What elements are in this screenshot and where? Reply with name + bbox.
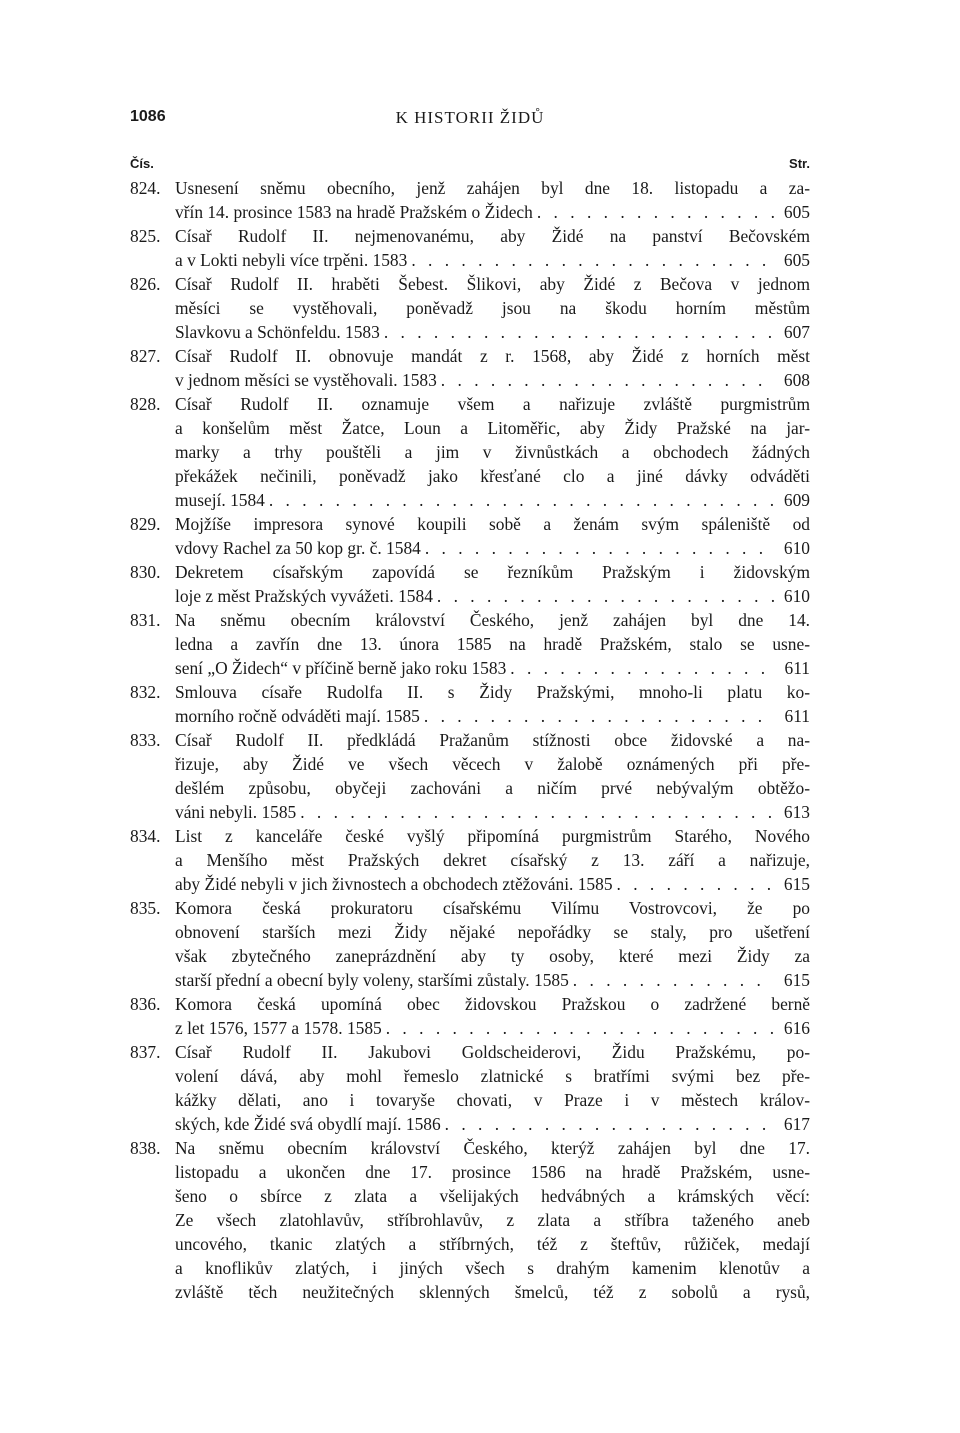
list-item bbox=[130, 272, 810, 344]
entry-number: 833. bbox=[130, 730, 161, 750]
entry-line: dešlém způsobu, obyčeji zachováni a ničím prvé nebývalým obtěžo- bbox=[175, 778, 810, 798]
entry-line: a konšelům měst Žatce, Loun a Litoměřic, aby Židy Pražské na jar- bbox=[175, 418, 810, 438]
entry-page: 608 bbox=[783, 370, 810, 390]
leader-dots bbox=[506, 656, 774, 680]
entry-line bbox=[175, 584, 810, 608]
entry-text: sení „O Židech“ v příčině berně jako roku 1583 bbox=[175, 658, 507, 678]
entry-number: 830. bbox=[130, 562, 161, 582]
entry-line: List z kanceláře české vyšlý připomíná purgmistrům Starého, Nového bbox=[175, 826, 810, 846]
entry-line: Na sněmu obecním království Českého, kterýž zahájen byl dne 17. bbox=[175, 1138, 810, 1158]
entry-number: 828. bbox=[130, 394, 161, 414]
entry-line: překážek nečinili, poněvadž jako křesťané clo a jiné dávky odváděti bbox=[175, 466, 810, 486]
entry-page: 616 bbox=[783, 1018, 810, 1038]
entry-line: a Menšího měst Pražských dekret císařský z 13. září a nařizuje, bbox=[175, 850, 810, 870]
entry-text: morního ročně odváděti mají. 1585 bbox=[175, 706, 420, 726]
entry-line bbox=[175, 1112, 810, 1136]
entry-number: 825. bbox=[130, 226, 161, 246]
entry-line bbox=[175, 656, 810, 680]
entry-page: 605 bbox=[783, 202, 810, 222]
entry-line: Smlouva císaře Rudolfa II. s Židy Pražskými, mnoho-li platu ko- bbox=[175, 682, 810, 702]
entry-page: 605 bbox=[783, 250, 810, 270]
entry-list bbox=[130, 176, 810, 1304]
column-headers bbox=[130, 148, 810, 176]
leader-dots bbox=[613, 872, 774, 896]
page-header bbox=[130, 108, 810, 148]
leader-dots bbox=[380, 320, 774, 344]
entry-line bbox=[175, 488, 810, 512]
entry-line: Mojžíše impresora synové koupili sobě a ženám svým spáleniště od bbox=[175, 514, 810, 534]
entry-line: Usnesení sněmu obecního, jenž zahájen byl dne 18. listopadu a za- bbox=[175, 178, 810, 198]
entry-line bbox=[175, 200, 810, 224]
entry-number: 838. bbox=[130, 1138, 161, 1158]
entry-number: 831. bbox=[130, 610, 161, 630]
entry-text: starší přední a obecní byly voleny, staršími zůstaly. 1585 bbox=[175, 970, 569, 990]
entry-text: vdovy Rachel za 50 kop gr. č. 1584 bbox=[175, 538, 421, 558]
leader-dots bbox=[296, 800, 774, 824]
list-item bbox=[130, 344, 810, 392]
entry-line: Na sněmu obecním království Českého, jenž zahájen byl dne 14. bbox=[175, 610, 810, 630]
list-item bbox=[130, 728, 810, 824]
entry-line bbox=[175, 968, 810, 992]
entry-text: aby Židé nebyli v jich živnostech a obchodech ztěžováni. 1585 bbox=[175, 874, 613, 894]
entry-page: 615 bbox=[783, 874, 810, 894]
entry-line: obnovení starších mezi Židy nějaké nepořádky se staly, pro ušetření bbox=[175, 922, 810, 942]
entry-page: 610 bbox=[783, 538, 810, 558]
leader-dots bbox=[437, 368, 774, 392]
column-number-label: Čís. bbox=[130, 156, 154, 171]
leader-dots bbox=[533, 200, 774, 224]
entry-line: zvláště těch neužitečných sklenných šmelců, též z sobolů a rysů, bbox=[175, 1282, 810, 1302]
entry-text: v jednom měsíci se vystěhovali. 1583 bbox=[175, 370, 437, 390]
entry-page: 611 bbox=[784, 658, 810, 678]
list-item bbox=[130, 560, 810, 608]
entry-line bbox=[175, 248, 810, 272]
leader-dots bbox=[407, 248, 774, 272]
entry-number: 836. bbox=[130, 994, 161, 1014]
entry-line: marky a trhy pouštěli a jim v živnůstkách a obchodech žádných bbox=[175, 442, 810, 462]
entry-number: 832. bbox=[130, 682, 161, 702]
entry-number: 826. bbox=[130, 274, 161, 294]
list-item bbox=[130, 392, 810, 512]
entry-line: měsíci se vystěhovali, poněvadž jsou na škodu horním městům bbox=[175, 298, 810, 318]
entry-page: 610 bbox=[783, 586, 810, 606]
entry-line: uncového, tkanic zlatých a stříbrných, též z šteftův, růžiček, medají bbox=[175, 1234, 810, 1254]
page-number: 1086 bbox=[130, 108, 166, 125]
list-item bbox=[130, 224, 810, 272]
entry-line bbox=[175, 704, 810, 728]
entry-line bbox=[175, 800, 810, 824]
entry-line: kážky dělati, ano i tovaryše chovati, v Praze i v městech králov- bbox=[175, 1090, 810, 1110]
leader-dots bbox=[569, 968, 774, 992]
entry-page: 611 bbox=[784, 706, 810, 726]
entry-line: Císař Rudolf II. Jakubovi Goldscheiderovi, Židu Pražskému, po- bbox=[175, 1042, 810, 1062]
entry-line bbox=[175, 536, 810, 560]
entry-text: musejí. 1584 bbox=[175, 490, 265, 510]
entry-page: 617 bbox=[783, 1114, 810, 1134]
entry-page: 607 bbox=[783, 322, 810, 342]
entry-number: 835. bbox=[130, 898, 161, 918]
entry-number: 837. bbox=[130, 1042, 161, 1062]
entry-text: loje z měst Pražských vyvážeti. 1584 bbox=[175, 586, 433, 606]
list-item bbox=[130, 824, 810, 896]
entry-line: šeno o sbírce z zlata a všelijakých hedvábných a krámských věcí: bbox=[175, 1186, 810, 1206]
page bbox=[130, 108, 810, 1304]
entry-number: 827. bbox=[130, 346, 161, 366]
leader-dots bbox=[420, 704, 774, 728]
entry-page: 613 bbox=[783, 802, 810, 822]
entry-text: vřín 14. prosince 1583 na hradě Pražském o Židech bbox=[175, 202, 533, 222]
entry-page: 615 bbox=[783, 970, 810, 990]
entry-line: Císař Rudolf II. obnovuje mandát z r. 1568, aby Židé z horních měst bbox=[175, 346, 810, 366]
entry-line bbox=[175, 1016, 810, 1040]
entry-line bbox=[175, 320, 810, 344]
list-item bbox=[130, 176, 810, 224]
entry-number: 829. bbox=[130, 514, 161, 534]
entry-number: 824. bbox=[130, 178, 161, 198]
entry-text: z let 1576, 1577 a 1578. 1585 bbox=[175, 1018, 382, 1038]
entry-line: listopadu a ukončen dne 17. prosince 1586 na hradě Pražském, usne- bbox=[175, 1162, 810, 1182]
entry-page: 609 bbox=[783, 490, 810, 510]
column-page-label: Str. bbox=[789, 156, 810, 171]
list-item bbox=[130, 1136, 810, 1304]
entry-line: Císař Rudolf II. nejmenovanému, aby Židé na panství Bečovském bbox=[175, 226, 810, 246]
entry-line: Ze všech zlatohlavův, stříbrohlavův, z zlata a stříbra taženého aneb bbox=[175, 1210, 810, 1230]
entry-line: volení dává, aby mohl řemeslo zlatnické s bratřími svými bez pře- bbox=[175, 1066, 810, 1086]
leader-dots bbox=[265, 488, 774, 512]
entry-line bbox=[175, 368, 810, 392]
entry-line: Komora česká upomíná obec židovskou Pražskou o zadržené berně bbox=[175, 994, 810, 1014]
entry-line: Císař Rudolf II. oznamuje všem a nařizuje zvláště purgmistrům bbox=[175, 394, 810, 414]
entry-text: ských, kde Židé svá obydlí mají. 1586 bbox=[175, 1114, 441, 1134]
running-title: K HISTORII ŽIDŮ bbox=[395, 108, 545, 127]
list-item bbox=[130, 680, 810, 728]
list-item bbox=[130, 608, 810, 680]
entry-line: Císař Rudolf II. hraběti Šebest. Šlikovi, aby Židé z Bečova v jednom bbox=[175, 274, 810, 294]
entry-line: řizuje, aby Židé ve všech věcech v žalobě oznámených při pře- bbox=[175, 754, 810, 774]
list-item bbox=[130, 896, 810, 992]
list-item bbox=[130, 512, 810, 560]
entry-line: ledna a zavřín dne 13. února 1585 na hradě Pražském, stalo se usne- bbox=[175, 634, 810, 654]
entry-line: však zbytečného zaneprázdnění aby ty osoby, které mezi Židy za bbox=[175, 946, 810, 966]
entry-text: váni nebyli. 1585 bbox=[175, 802, 297, 822]
leader-dots bbox=[382, 1016, 774, 1040]
leader-dots bbox=[441, 1112, 774, 1136]
leader-dots bbox=[433, 584, 774, 608]
entry-line: a knoflikův zlatých, i jiných všech s drahým kamenim klenotův a bbox=[175, 1258, 810, 1278]
entry-line: Dekretem císařským zapovídá se řezníkům Pražským i židovským bbox=[175, 562, 810, 582]
entry-line: Císař Rudolf II. předkládá Pražanům stížnosti obce židovské a na- bbox=[175, 730, 810, 750]
list-item bbox=[130, 992, 810, 1040]
entry-text: Slavkovu a Schönfeldu. 1583 bbox=[175, 322, 380, 342]
entry-number: 834. bbox=[130, 826, 161, 846]
leader-dots bbox=[421, 536, 774, 560]
entry-text: a v Lokti nebyli více trpěni. 1583 bbox=[175, 250, 408, 270]
entry-line bbox=[175, 872, 810, 896]
entry-line: Komora česká prokuratoru císařskému Vilímu Vostrovcovi, že po bbox=[175, 898, 810, 918]
list-item bbox=[130, 1040, 810, 1136]
